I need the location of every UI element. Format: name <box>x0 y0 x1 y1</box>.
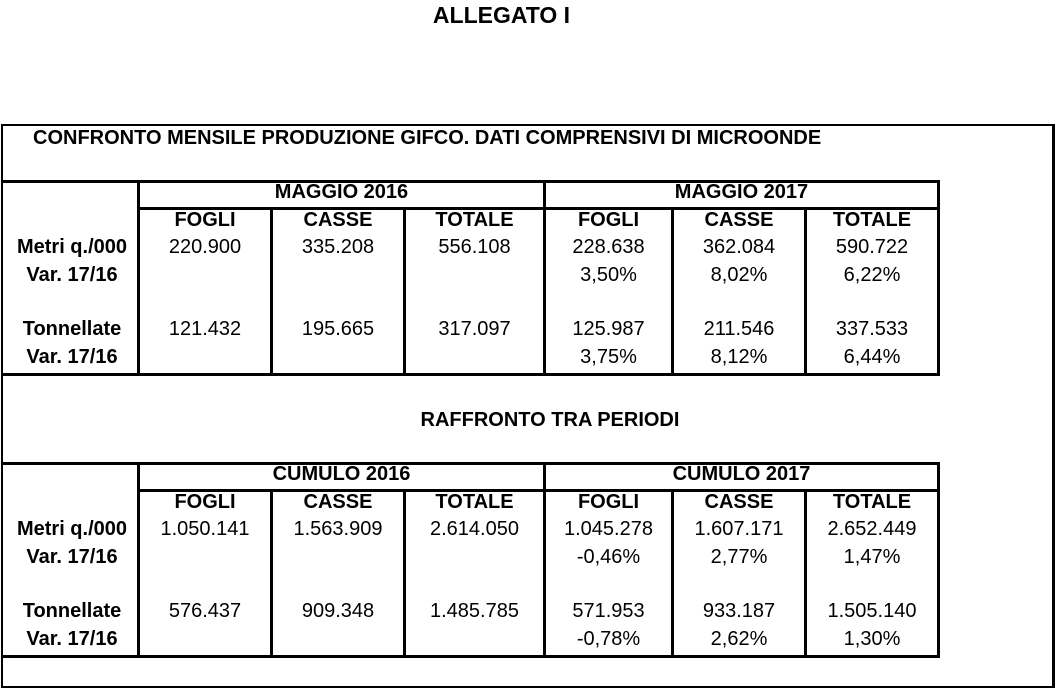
column-header: FOGLI <box>174 491 236 513</box>
metri-value: 220.900 <box>168 236 242 258</box>
metri-value: 590.722 <box>835 236 909 258</box>
tonnellate-variation: 3,75% <box>580 346 637 368</box>
period-title-right: MAGGIO 2017 <box>674 181 809 203</box>
tonnellate-value: 571.953 <box>572 600 645 622</box>
row-label-tonnellate: Tonnellate <box>22 600 122 622</box>
row-label-tonnellate: Tonnellate <box>22 318 122 340</box>
metri-value: 1.045.278 <box>564 518 653 540</box>
table-divider <box>937 462 940 658</box>
tonnellate-value: 317.097 <box>438 318 511 340</box>
column-header: TOTALE <box>832 209 912 231</box>
table-bottom-rule <box>3 655 940 658</box>
period-title-left: MAGGIO 2016 <box>274 181 409 203</box>
tonnellate-value: 211.546 <box>703 318 775 340</box>
column-header: FOGLI <box>577 491 640 513</box>
tonnellate-value: 576.437 <box>168 600 242 622</box>
metri-value: 1.050.141 <box>160 518 250 540</box>
row-label-variation: Var. 17/16 <box>26 546 118 568</box>
metri-value: 556.108 <box>438 236 511 258</box>
metri-variation: 1,47% <box>843 546 901 568</box>
column-header: CASSE <box>303 491 373 513</box>
row-label-variation: Var. 17/16 <box>26 628 118 650</box>
metri-value: 362.084 <box>702 236 776 258</box>
table-bottom-rule <box>3 373 940 376</box>
period-comparison-heading: RAFFRONTO TRA PERIODI <box>420 409 680 431</box>
metri-value: 1.563.909 <box>293 518 383 540</box>
tonnellate-value: 933.187 <box>702 600 776 622</box>
tonnellate-variation: -0,78% <box>576 628 641 650</box>
column-divider <box>270 489 273 658</box>
column-header: FOGLI <box>174 209 236 231</box>
tonnellate-variation: 8,12% <box>710 346 768 368</box>
table-divider <box>937 180 940 376</box>
tonnellate-variation: 2,62% <box>710 628 768 650</box>
row-label-metri: Metri q./000 <box>16 518 128 540</box>
metri-value: 228.638 <box>572 236 645 258</box>
row-label-variation: Var. 17/16 <box>26 264 118 286</box>
column-header: TOTALE <box>435 209 514 231</box>
tonnellate-value: 125.987 <box>572 318 645 340</box>
metri-variation: 6,22% <box>843 264 901 286</box>
tonnellate-value: 337.533 <box>835 318 909 340</box>
tonnellate-value: 195.665 <box>301 318 375 340</box>
page-title: ALLEGATO I <box>432 2 571 28</box>
period-title-right: CUMULO 2017 <box>672 463 811 485</box>
metri-value: 2.614.050 <box>430 518 519 540</box>
column-header: CASSE <box>704 491 774 513</box>
column-divider <box>270 207 273 376</box>
metri-value: 2.652.449 <box>827 518 917 540</box>
column-header: TOTALE <box>435 491 514 513</box>
column-divider <box>403 489 406 658</box>
tonnellate-variation: 1,30% <box>843 628 901 650</box>
metri-variation: 2,77% <box>710 546 768 568</box>
metri-value: 335.208 <box>301 236 375 258</box>
column-header: CASSE <box>704 209 774 231</box>
metri-variation: 3,50% <box>580 264 637 286</box>
section-heading: CONFRONTO MENSILE PRODUZIONE GIFCO. DATI COMPRENSIVI DI MICROONDE <box>33 127 822 149</box>
column-divider <box>403 207 406 376</box>
tonnellate-variation: 6,44% <box>843 346 901 368</box>
column-header: FOGLI <box>577 209 640 231</box>
row-label-variation: Var. 17/16 <box>26 346 118 368</box>
column-header: CASSE <box>303 209 373 231</box>
tonnellate-value: 909.348 <box>301 600 375 622</box>
row-label-metri: Metri q./000 <box>16 236 128 258</box>
tonnellate-value: 1.505.140 <box>827 600 917 622</box>
column-header: TOTALE <box>832 491 912 513</box>
tonnellate-value: 121.432 <box>168 318 242 340</box>
metri-value: 1.607.171 <box>694 518 784 540</box>
metri-variation: -0,46% <box>576 546 641 568</box>
tonnellate-value: 1.485.785 <box>430 600 519 622</box>
period-title-left: CUMULO 2016 <box>272 463 411 485</box>
metri-variation: 8,02% <box>710 264 768 286</box>
